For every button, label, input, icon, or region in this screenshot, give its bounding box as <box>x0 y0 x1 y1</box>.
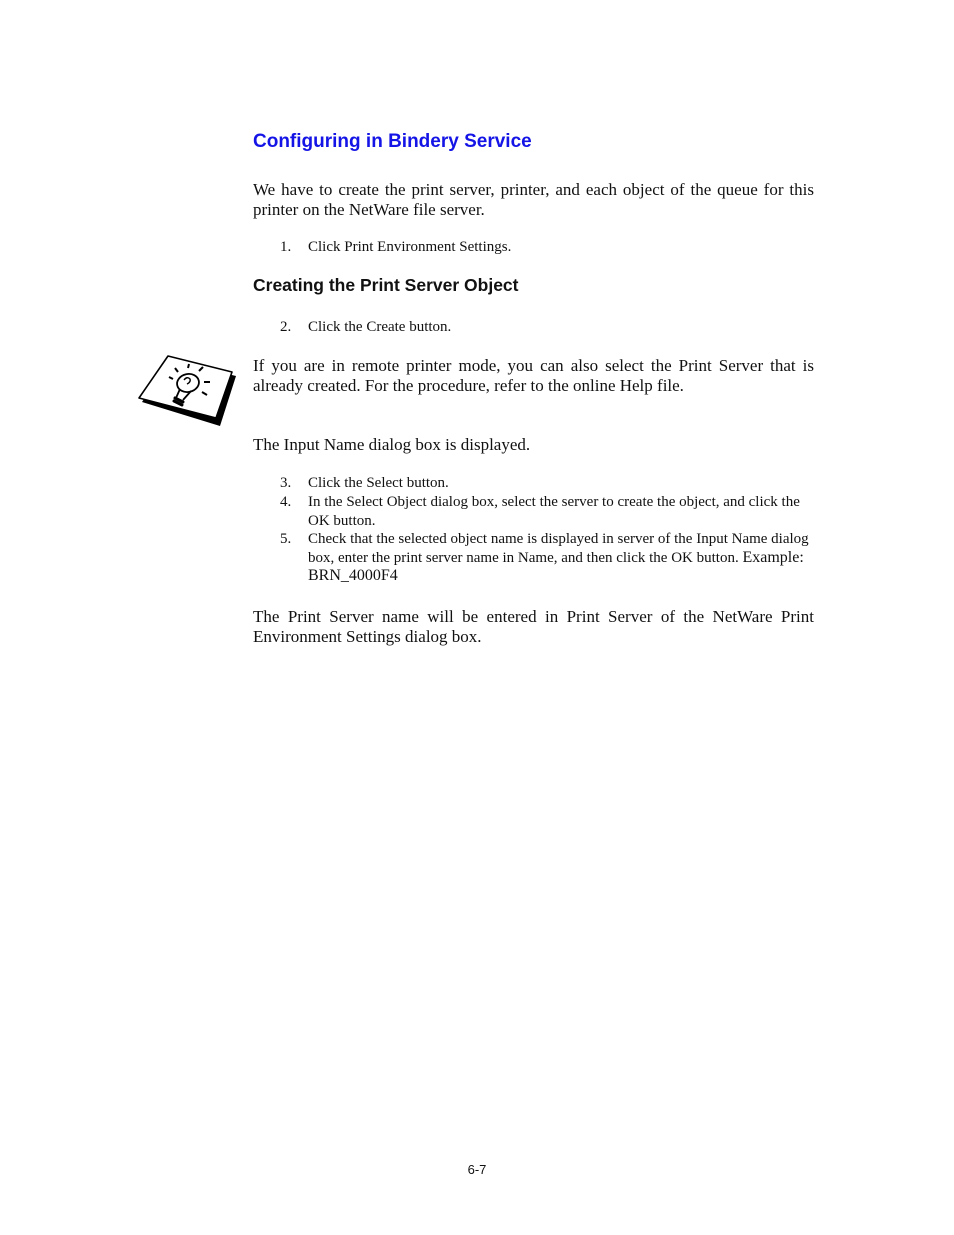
subsection-title: Creating the Print Server Object <box>253 275 519 295</box>
step-number: 2. <box>280 319 292 335</box>
step-text: Click the Select button. <box>308 475 449 491</box>
step-text <box>308 530 820 586</box>
step-item <box>280 474 820 493</box>
step-text-body: Check that the selected object name is displayed in server of the Input Name dialog box, enter the print server name in Name, and then click the OK button. <box>308 531 809 566</box>
step-item <box>280 530 820 586</box>
step-text: In the Select Object dialog box, select the server to create the object, and click the OK button. <box>308 494 800 529</box>
step-number: 3. <box>280 475 292 491</box>
step-number: 1. <box>280 239 292 255</box>
step-number: 4. <box>280 494 292 510</box>
intro-paragraph: We have to create the print server, printer, and each object of the queue for this printer on the NetWare file server. <box>253 180 814 219</box>
step-item <box>280 238 820 257</box>
closing-paragraph: The Print Server name will be entered in Print Server of the NetWare Print Environment Settings dialog box. <box>253 607 814 646</box>
step-example: Example: BRN_4000F4 <box>308 548 804 584</box>
page-number: 6-7 <box>467 1162 487 1177</box>
section-title: Configuring in Bindery Service <box>253 131 532 152</box>
note-paragraph: If you are in remote printer mode, you can also select the Print Server that is already created. For the procedure, refer to the online Help file. <box>253 356 814 395</box>
step-text: Click Print Environment Settings. <box>308 239 512 255</box>
lightbulb-note-icon <box>136 352 238 428</box>
step-item <box>280 493 820 530</box>
step-number: 5. <box>280 531 292 547</box>
status-paragraph: The Input Name dialog box is displayed. <box>253 435 531 454</box>
step-item <box>280 318 820 337</box>
step-text: Click the Create button. <box>308 319 452 335</box>
